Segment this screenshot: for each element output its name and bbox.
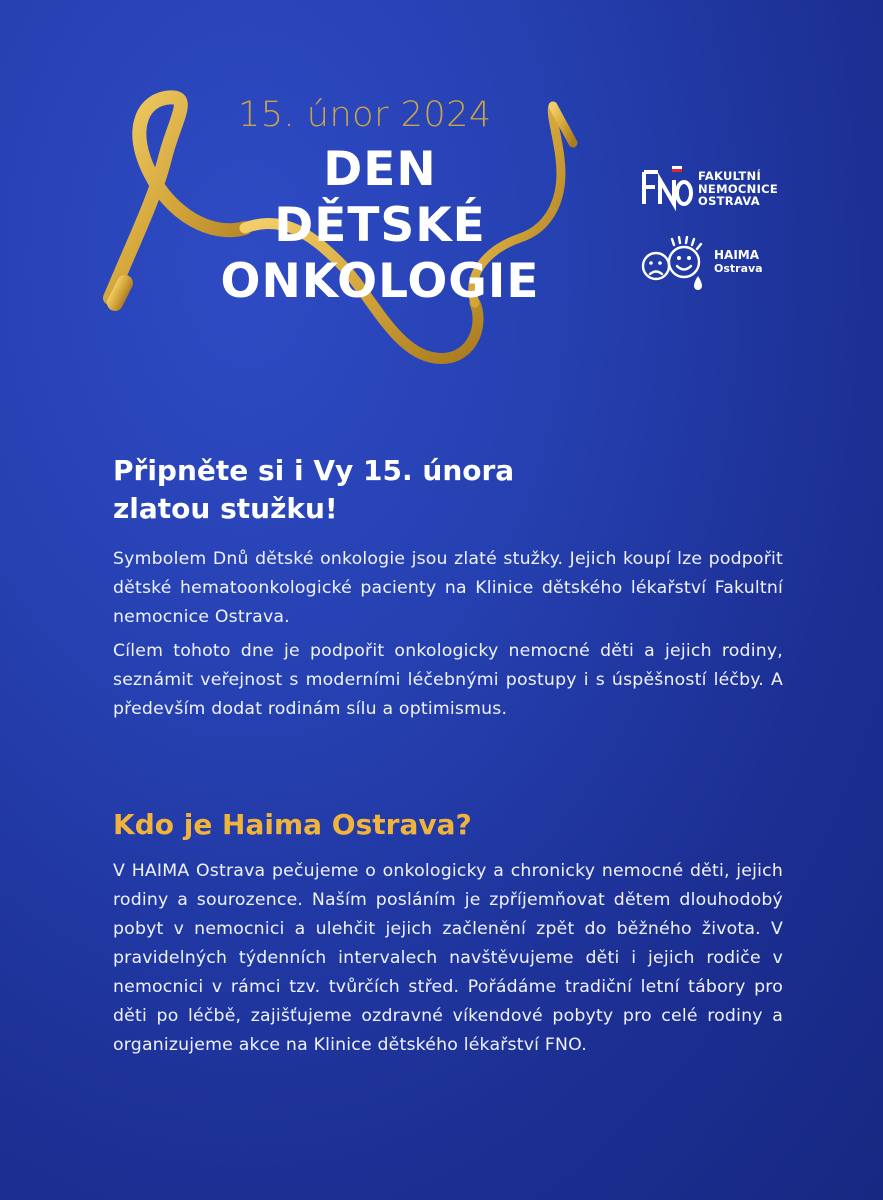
fno-line: FAKULTNÍ [698,169,762,183]
haima-line: Ostrava [714,262,763,275]
section1-heading [113,452,783,528]
fno-line: OSTRAVA [698,194,760,208]
section1-paragraph-2: Cílem tohoto dne je podpořit onkologicky nemocné děti a jejich rodiny, seznámit veřejnost s moderními léčebnými postupy i s úspěšností léčby. A především dodat rodinám sílu a optimismus. [113,641,783,719]
haima-logo-icon [638,236,710,292]
fno-logo-icon [638,160,694,216]
section2-heading: Kdo je Haima Ostrava? [113,808,472,841]
section1-paragraph-1: Symbolem Dnů dětské onkologie jsou zlaté stužky. Jejich koupí lze podpořit dětské hematoonkologické pacienty na Klinice dětského lékařství Fakultní nemocnice Ostrava. [113,549,783,627]
heading-line: Připněte si i Vy 15. února [113,454,515,487]
title-line: ONKOLOGIE [220,254,540,309]
title-line: DEN [323,142,437,197]
haima-line: HAIMA [714,248,760,262]
heading-line: zlatou stužku! [113,492,338,525]
fno-logo [638,160,798,216]
haima-logo-text [714,248,763,276]
event-date: 15. únor 2024 [238,95,492,135]
fno-logo-text [698,170,778,208]
section2-paragraph: V HAIMA Ostrava pečujeme o onkologicky a chronicky nemocné děti, jejich rodiny a sourozence. Naším posláním je zpříjemňovat dětem dlouhodobý pobyt v nemocnici a ulehčit jejich začlenění zpět do běžného života. V pravidelných týdenních intervalech navštěvujeme děti i jejich rodiče v nemocnici v rámci tzv. tvůrčích střed. Pořádáme tradiční letní tábory pro děti po léčbě, zajišťujeme ozdravné víkendové pobyty pro celé rodiny a organizujeme akce na Klinice dětského lékařství FNO. [113,861,783,1055]
page-title [200,142,560,310]
fno-line: NEMOCNICE [698,181,779,196]
haima-logo [638,236,768,292]
title-line: DĚTSKÉ [274,198,486,253]
